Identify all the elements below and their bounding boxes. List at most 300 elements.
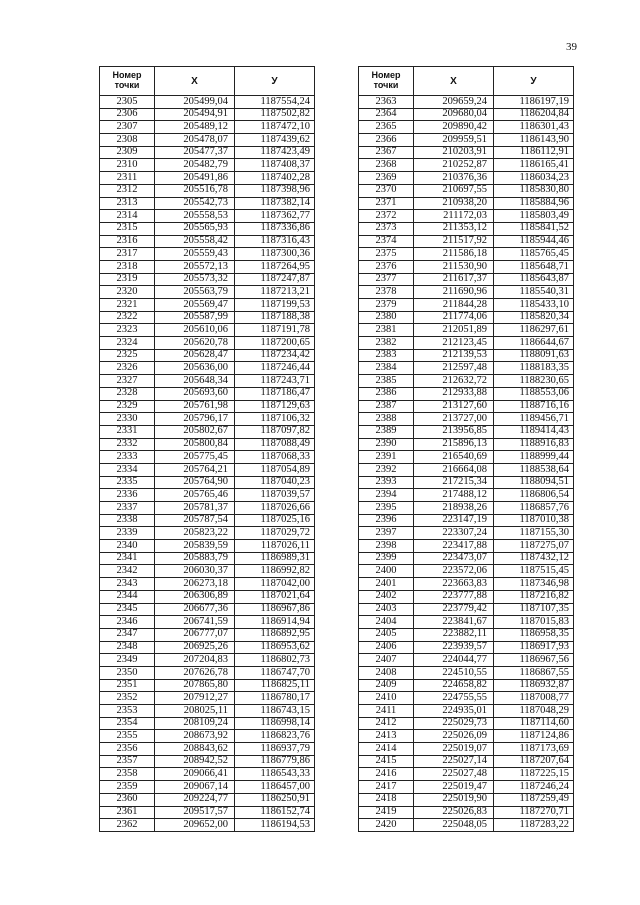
point-number-cell: 2360 (100, 793, 155, 806)
y-coordinate-cell: 1187502,82 (235, 108, 315, 121)
x-coordinate-cell: 205839,59 (155, 540, 235, 553)
point-number-cell: 2403 (359, 603, 414, 616)
x-coordinate-cell: 212139,53 (414, 349, 494, 362)
table-row (359, 679, 574, 692)
x-coordinate-cell: 205802,67 (155, 425, 235, 438)
point-number-cell: 2400 (359, 565, 414, 578)
x-coordinate-cell: 212597,48 (414, 362, 494, 375)
x-coordinate-cell: 205693,60 (155, 387, 235, 400)
x-coordinate-cell: 209659,24 (414, 96, 494, 109)
x-coordinate-cell: 209959,51 (414, 134, 494, 147)
coordinates-table-left (99, 66, 315, 832)
point-number-cell: 2322 (100, 311, 155, 324)
y-coordinate-cell: 1187275,07 (494, 540, 574, 553)
x-coordinate-cell: 223307,24 (414, 527, 494, 540)
x-coordinate-cell: 205573,32 (155, 273, 235, 286)
point-number-cell: 2315 (100, 222, 155, 235)
x-coordinate-cell: 209066,41 (155, 768, 235, 781)
x-coordinate-cell: 210203,91 (414, 146, 494, 159)
x-coordinate-cell: 205765,46 (155, 489, 235, 502)
table-row (100, 793, 315, 806)
y-coordinate-cell: 1187107,35 (494, 603, 574, 616)
y-coordinate-cell: 1187025,16 (235, 514, 315, 527)
point-number-cell: 2358 (100, 768, 155, 781)
header-point-number (100, 67, 155, 96)
x-coordinate-cell: 205572,13 (155, 260, 235, 273)
table-row (100, 743, 315, 756)
header-x: X (155, 67, 235, 96)
table-row (359, 666, 574, 679)
point-number-cell: 2390 (359, 438, 414, 451)
y-coordinate-cell: 1186204,84 (494, 108, 574, 121)
y-coordinate-cell: 1187186,47 (235, 387, 315, 400)
point-number-cell: 2382 (359, 337, 414, 350)
table-row (359, 806, 574, 819)
y-coordinate-cell: 1187283,22 (494, 819, 574, 832)
point-number-cell: 2330 (100, 413, 155, 426)
x-coordinate-cell: 205587,99 (155, 311, 235, 324)
x-coordinate-cell: 212933,88 (414, 387, 494, 400)
table-header-row (100, 67, 315, 96)
x-coordinate-cell: 206030,37 (155, 565, 235, 578)
table-row (100, 387, 315, 400)
table-row (359, 121, 574, 134)
table-row (359, 565, 574, 578)
y-coordinate-cell: 1186937,79 (235, 743, 315, 756)
table-row (359, 108, 574, 121)
y-coordinate-cell: 1187264,95 (235, 260, 315, 273)
x-coordinate-cell: 208843,62 (155, 743, 235, 756)
y-coordinate-cell: 1187439,62 (235, 134, 315, 147)
table-row (359, 793, 574, 806)
table-row (359, 425, 574, 438)
point-number-cell: 2341 (100, 552, 155, 565)
point-number-cell: 2337 (100, 502, 155, 515)
y-coordinate-cell: 1185820,34 (494, 311, 574, 324)
point-number-cell: 2401 (359, 578, 414, 591)
x-coordinate-cell: 225029,73 (414, 717, 494, 730)
table-row (359, 286, 574, 299)
y-coordinate-cell: 1187124,86 (494, 730, 574, 743)
table-row (100, 413, 315, 426)
x-coordinate-cell: 223663,83 (414, 578, 494, 591)
point-number-cell: 2375 (359, 248, 414, 261)
table-row (359, 578, 574, 591)
table-row (100, 489, 315, 502)
x-coordinate-cell: 207865,80 (155, 679, 235, 692)
y-coordinate-cell: 1186892,95 (235, 628, 315, 641)
table-row (100, 781, 315, 794)
point-number-cell: 2381 (359, 324, 414, 337)
y-coordinate-cell: 1187039,57 (235, 489, 315, 502)
x-coordinate-cell: 209067,14 (155, 781, 235, 794)
point-number-cell: 2420 (359, 819, 414, 832)
x-coordinate-cell: 205761,98 (155, 400, 235, 413)
table-header-row (359, 67, 574, 96)
x-coordinate-cell: 210697,55 (414, 184, 494, 197)
x-coordinate-cell: 223572,06 (414, 565, 494, 578)
x-coordinate-cell: 211844,28 (414, 299, 494, 312)
table-row (359, 184, 574, 197)
y-coordinate-cell: 1187042,00 (235, 578, 315, 591)
table-row (100, 565, 315, 578)
x-coordinate-cell: 205559,43 (155, 248, 235, 261)
table-row (100, 222, 315, 235)
x-coordinate-cell: 211586,18 (414, 248, 494, 261)
point-number-cell: 2394 (359, 489, 414, 502)
y-coordinate-cell: 1187114,60 (494, 717, 574, 730)
x-coordinate-cell: 211617,37 (414, 273, 494, 286)
x-coordinate-cell: 225026,83 (414, 806, 494, 819)
table-row (359, 489, 574, 502)
point-number-cell: 2391 (359, 451, 414, 464)
table-row (100, 362, 315, 375)
point-number-cell: 2365 (359, 121, 414, 134)
x-coordinate-cell: 217488,12 (414, 489, 494, 502)
x-coordinate-cell: 205558,42 (155, 235, 235, 248)
x-coordinate-cell: 211530,90 (414, 260, 494, 273)
table-row (359, 527, 574, 540)
table-row (100, 197, 315, 210)
point-number-cell: 2312 (100, 184, 155, 197)
y-coordinate-cell: 1186543,33 (235, 768, 315, 781)
y-coordinate-cell: 1186914,94 (235, 616, 315, 629)
y-coordinate-cell: 1185433,10 (494, 299, 574, 312)
y-coordinate-cell: 1186825,11 (235, 679, 315, 692)
table-row (359, 273, 574, 286)
x-coordinate-cell: 205787,54 (155, 514, 235, 527)
x-coordinate-cell: 224658,82 (414, 679, 494, 692)
x-coordinate-cell: 208942,52 (155, 755, 235, 768)
point-number-cell: 2397 (359, 527, 414, 540)
y-coordinate-cell: 1185884,96 (494, 197, 574, 210)
table-row (359, 502, 574, 515)
y-coordinate-cell: 1186457,00 (235, 781, 315, 794)
x-coordinate-cell: 205823,22 (155, 527, 235, 540)
table-row (359, 400, 574, 413)
point-number-cell: 2377 (359, 273, 414, 286)
x-coordinate-cell: 224044,77 (414, 654, 494, 667)
point-number-cell: 2355 (100, 730, 155, 743)
table-row (359, 172, 574, 185)
point-number-cell: 2310 (100, 159, 155, 172)
point-number-cell: 2346 (100, 616, 155, 629)
point-number-cell: 2379 (359, 299, 414, 312)
x-coordinate-cell: 210938,20 (414, 197, 494, 210)
y-coordinate-cell: 1187213,21 (235, 286, 315, 299)
y-coordinate-cell: 1187216,82 (494, 590, 574, 603)
x-coordinate-cell: 205477,37 (155, 146, 235, 159)
y-coordinate-cell: 1187398,96 (235, 184, 315, 197)
y-coordinate-cell: 1187191,78 (235, 324, 315, 337)
x-coordinate-cell: 206273,18 (155, 578, 235, 591)
x-coordinate-cell: 205648,34 (155, 375, 235, 388)
x-coordinate-cell: 225019,47 (414, 781, 494, 794)
point-number-cell: 2374 (359, 235, 414, 248)
x-coordinate-cell: 210252,87 (414, 159, 494, 172)
x-coordinate-cell: 213127,60 (414, 400, 494, 413)
table-row (359, 96, 574, 109)
point-number-cell: 2336 (100, 489, 155, 502)
x-coordinate-cell: 206677,36 (155, 603, 235, 616)
y-coordinate-cell: 1187515,45 (494, 565, 574, 578)
y-coordinate-cell: 1187247,87 (235, 273, 315, 286)
table-row (359, 641, 574, 654)
y-coordinate-cell: 1188230,65 (494, 375, 574, 388)
x-coordinate-cell: 205610,06 (155, 324, 235, 337)
table-row (100, 400, 315, 413)
table-row (100, 375, 315, 388)
point-number-cell: 2335 (100, 476, 155, 489)
y-coordinate-cell: 1186917,93 (494, 641, 574, 654)
y-coordinate-cell: 1187234,42 (235, 349, 315, 362)
point-number-cell: 2383 (359, 349, 414, 362)
table-row (100, 260, 315, 273)
x-coordinate-cell: 205482,79 (155, 159, 235, 172)
point-number-cell: 2313 (100, 197, 155, 210)
x-coordinate-cell: 206925,26 (155, 641, 235, 654)
point-number-cell: 2343 (100, 578, 155, 591)
y-coordinate-cell: 1187015,83 (494, 616, 574, 629)
point-number-cell: 2351 (100, 679, 155, 692)
point-number-cell: 2316 (100, 235, 155, 248)
x-coordinate-cell: 205775,45 (155, 451, 235, 464)
table-row (100, 235, 315, 248)
y-coordinate-cell: 1186297,61 (494, 324, 574, 337)
point-number-cell: 2388 (359, 413, 414, 426)
point-number-cell: 2353 (100, 705, 155, 718)
y-coordinate-cell: 1187155,30 (494, 527, 574, 540)
y-coordinate-cell: 1187026,11 (235, 540, 315, 553)
point-number-cell: 2387 (359, 400, 414, 413)
point-number-cell: 2416 (359, 768, 414, 781)
point-number-cell: 2338 (100, 514, 155, 527)
x-coordinate-cell: 205499,04 (155, 96, 235, 109)
table-row (100, 654, 315, 667)
point-number-cell: 2357 (100, 755, 155, 768)
table-row (359, 260, 574, 273)
table-row (100, 755, 315, 768)
y-coordinate-cell: 1187423,49 (235, 146, 315, 159)
y-coordinate-cell: 1186747,70 (235, 666, 315, 679)
point-number-cell: 2308 (100, 134, 155, 147)
y-coordinate-cell: 1187188,38 (235, 311, 315, 324)
y-coordinate-cell: 1187129,63 (235, 400, 315, 413)
table-row (359, 692, 574, 705)
x-coordinate-cell: 223147,19 (414, 514, 494, 527)
x-coordinate-cell: 223779,42 (414, 603, 494, 616)
x-coordinate-cell: 206777,07 (155, 628, 235, 641)
table-row (359, 324, 574, 337)
x-coordinate-cell: 211774,06 (414, 311, 494, 324)
y-coordinate-cell: 1185540,31 (494, 286, 574, 299)
page-number: 39 (566, 41, 577, 53)
header-point-line1: Номер (371, 70, 401, 81)
point-number-cell: 2331 (100, 425, 155, 438)
y-coordinate-cell: 1187199,53 (235, 299, 315, 312)
point-number-cell: 2376 (359, 260, 414, 273)
table-row (359, 197, 574, 210)
x-coordinate-cell: 217215,34 (414, 476, 494, 489)
y-coordinate-cell: 1188553,06 (494, 387, 574, 400)
y-coordinate-cell: 1186743,15 (235, 705, 315, 718)
point-number-cell: 2406 (359, 641, 414, 654)
point-number-cell: 2370 (359, 184, 414, 197)
point-number-cell: 2371 (359, 197, 414, 210)
table-row (100, 616, 315, 629)
x-coordinate-cell: 211690,96 (414, 286, 494, 299)
x-coordinate-cell: 225019,90 (414, 793, 494, 806)
point-number-cell: 2309 (100, 146, 155, 159)
x-coordinate-cell: 205491,86 (155, 172, 235, 185)
point-number-cell: 2320 (100, 286, 155, 299)
y-coordinate-cell: 1186644,67 (494, 337, 574, 350)
x-coordinate-cell: 207204,83 (155, 654, 235, 667)
point-number-cell: 2332 (100, 438, 155, 451)
point-number-cell: 2325 (100, 349, 155, 362)
table-row (100, 324, 315, 337)
x-coordinate-cell: 205796,17 (155, 413, 235, 426)
table-body-right (359, 96, 574, 832)
table-row (100, 108, 315, 121)
table-row (359, 159, 574, 172)
table-row (100, 349, 315, 362)
table-row (359, 235, 574, 248)
point-number-cell: 2352 (100, 692, 155, 705)
point-number-cell: 2409 (359, 679, 414, 692)
table-row (359, 781, 574, 794)
table-row (100, 679, 315, 692)
point-number-cell: 2361 (100, 806, 155, 819)
y-coordinate-cell: 1187472,10 (235, 121, 315, 134)
y-coordinate-cell: 1189414,43 (494, 425, 574, 438)
y-coordinate-cell: 1186806,54 (494, 489, 574, 502)
table-row (359, 616, 574, 629)
y-coordinate-cell: 1187029,72 (235, 527, 315, 540)
table-row (359, 299, 574, 312)
table-row (100, 692, 315, 705)
y-coordinate-cell: 1187432,12 (494, 552, 574, 565)
y-coordinate-cell: 1186143,90 (494, 134, 574, 147)
y-coordinate-cell: 1188999,44 (494, 451, 574, 464)
point-number-cell: 2414 (359, 743, 414, 756)
table-row (100, 134, 315, 147)
x-coordinate-cell: 224935,01 (414, 705, 494, 718)
point-number-cell: 2396 (359, 514, 414, 527)
x-coordinate-cell: 223841,67 (414, 616, 494, 629)
y-coordinate-cell: 1186857,76 (494, 502, 574, 515)
point-number-cell: 2398 (359, 540, 414, 553)
point-number-cell: 2344 (100, 590, 155, 603)
y-coordinate-cell: 1189456,71 (494, 413, 574, 426)
x-coordinate-cell: 205565,93 (155, 222, 235, 235)
y-coordinate-cell: 1186967,56 (494, 654, 574, 667)
x-coordinate-cell: 205569,47 (155, 299, 235, 312)
y-coordinate-cell: 1187246,44 (235, 362, 315, 375)
y-coordinate-cell: 1187246,24 (494, 781, 574, 794)
table-row (100, 666, 315, 679)
x-coordinate-cell: 209517,57 (155, 806, 235, 819)
x-coordinate-cell: 225026,09 (414, 730, 494, 743)
table-row (359, 311, 574, 324)
y-coordinate-cell: 1185765,45 (494, 248, 574, 261)
table-row (100, 502, 315, 515)
y-coordinate-cell: 1186194,53 (235, 819, 315, 832)
x-coordinate-cell: 211517,92 (414, 235, 494, 248)
y-coordinate-cell: 1185830,80 (494, 184, 574, 197)
y-coordinate-cell: 1188716,16 (494, 400, 574, 413)
point-number-cell: 2392 (359, 463, 414, 476)
y-coordinate-cell: 1187106,32 (235, 413, 315, 426)
point-number-cell: 2324 (100, 337, 155, 350)
y-coordinate-cell: 1186779,86 (235, 755, 315, 768)
table-body-left (100, 96, 315, 832)
x-coordinate-cell: 205516,78 (155, 184, 235, 197)
y-coordinate-cell: 1187270,71 (494, 806, 574, 819)
table-row (100, 730, 315, 743)
y-coordinate-cell: 1185643,87 (494, 273, 574, 286)
x-coordinate-cell: 225019,07 (414, 743, 494, 756)
table-row (100, 159, 315, 172)
y-coordinate-cell: 1188091,63 (494, 349, 574, 362)
point-number-cell: 2411 (359, 705, 414, 718)
x-coordinate-cell: 209890,42 (414, 121, 494, 134)
point-number-cell: 2345 (100, 603, 155, 616)
table-row (359, 768, 574, 781)
y-coordinate-cell: 1187097,82 (235, 425, 315, 438)
y-coordinate-cell: 1185803,49 (494, 210, 574, 223)
point-number-cell: 2359 (100, 781, 155, 794)
y-coordinate-cell: 1186989,31 (235, 552, 315, 565)
y-coordinate-cell: 1187243,71 (235, 375, 315, 388)
y-coordinate-cell: 1187300,36 (235, 248, 315, 261)
point-number-cell: 2306 (100, 108, 155, 121)
table-row (359, 603, 574, 616)
point-number-cell: 2372 (359, 210, 414, 223)
table-row (359, 654, 574, 667)
point-number-cell: 2419 (359, 806, 414, 819)
header-point-line1: Номер (112, 70, 142, 81)
x-coordinate-cell: 205489,12 (155, 121, 235, 134)
x-coordinate-cell: 208109,24 (155, 717, 235, 730)
y-coordinate-cell: 1187173,69 (494, 743, 574, 756)
y-coordinate-cell: 1187382,14 (235, 197, 315, 210)
y-coordinate-cell: 1187021,64 (235, 590, 315, 603)
x-coordinate-cell: 206741,59 (155, 616, 235, 629)
x-coordinate-cell: 207912,27 (155, 692, 235, 705)
point-number-cell: 2307 (100, 121, 155, 134)
y-coordinate-cell: 1186953,62 (235, 641, 315, 654)
point-number-cell: 2380 (359, 311, 414, 324)
y-coordinate-cell: 1186112,91 (494, 146, 574, 159)
table-row (100, 96, 315, 109)
table-row (100, 641, 315, 654)
point-number-cell: 2323 (100, 324, 155, 337)
x-coordinate-cell: 210376,36 (414, 172, 494, 185)
x-coordinate-cell: 209224,77 (155, 793, 235, 806)
x-coordinate-cell: 205494,91 (155, 108, 235, 121)
y-coordinate-cell: 1187010,38 (494, 514, 574, 527)
point-number-cell: 2368 (359, 159, 414, 172)
x-coordinate-cell: 218938,26 (414, 502, 494, 515)
x-coordinate-cell: 225027,48 (414, 768, 494, 781)
point-number-cell: 2339 (100, 527, 155, 540)
point-number-cell: 2318 (100, 260, 155, 273)
table-row (100, 438, 315, 451)
header-y: У (235, 67, 315, 96)
point-number-cell: 2321 (100, 299, 155, 312)
table-row (359, 134, 574, 147)
